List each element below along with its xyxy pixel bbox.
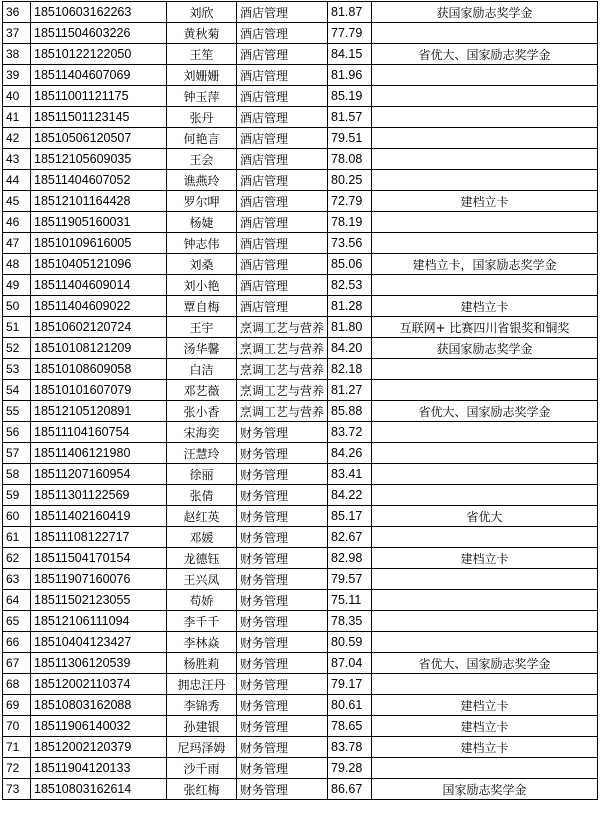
remark-cell: [372, 380, 598, 401]
row-number-cell: 60: [3, 506, 31, 527]
major-cell: 酒店管理: [237, 23, 328, 44]
row-number-cell: 64: [3, 590, 31, 611]
score-cell: 82.18: [328, 359, 372, 380]
student-id-cell: 18511207160954: [31, 464, 167, 485]
student-id-cell: 18511404607052: [31, 170, 167, 191]
score-cell: 78.19: [328, 212, 372, 233]
student-id-cell: 18510404123427: [31, 632, 167, 653]
student-name-cell: 王笙: [167, 44, 237, 65]
major-cell: 酒店管理: [237, 149, 328, 170]
remark-cell: [372, 359, 598, 380]
table-row: [3, 653, 598, 674]
row-number-cell: 37: [3, 23, 31, 44]
major-cell: 财务管理: [237, 506, 328, 527]
major-cell: 财务管理: [237, 758, 328, 779]
student-name-cell: 谯燕玲: [167, 170, 237, 191]
remark-cell: 建档立卡: [372, 737, 598, 758]
score-cell: 84.22: [328, 485, 372, 506]
remark-cell: 建档立卡: [372, 716, 598, 737]
student-id-cell: 18511404607069: [31, 65, 167, 86]
table-row: [3, 737, 598, 758]
row-number-cell: 38: [3, 44, 31, 65]
table-row: [3, 548, 598, 569]
major-cell: 烹调工艺与营养: [237, 317, 328, 338]
student-name-cell: 张红梅: [167, 779, 237, 800]
major-cell: 烹调工艺与营养: [237, 380, 328, 401]
table-row: [3, 212, 598, 233]
remark-cell: 省优大、国家励志奖学金: [372, 44, 598, 65]
remark-cell: 获国家励志奖学金: [372, 338, 598, 359]
remark-cell: [372, 170, 598, 191]
score-cell: 85.17: [328, 506, 372, 527]
student-name-cell: 何艳言: [167, 128, 237, 149]
major-cell: 酒店管理: [237, 233, 328, 254]
score-cell: 81.87: [328, 2, 372, 23]
remark-cell: [372, 464, 598, 485]
table-row: [3, 380, 598, 401]
score-cell: 81.28: [328, 296, 372, 317]
score-cell: 83.78: [328, 737, 372, 758]
major-cell: 酒店管理: [237, 2, 328, 23]
student-name-cell: 宋海奕: [167, 422, 237, 443]
student-id-cell: 18511906140032: [31, 716, 167, 737]
student-roster-table: [2, 1, 598, 800]
row-number-cell: 69: [3, 695, 31, 716]
remark-cell: [372, 569, 598, 590]
remark-cell: [372, 65, 598, 86]
score-cell: 82.98: [328, 548, 372, 569]
major-cell: 财务管理: [237, 464, 328, 485]
student-id-cell: 18511104160754: [31, 422, 167, 443]
major-cell: 酒店管理: [237, 170, 328, 191]
student-id-cell: 18511301122569: [31, 485, 167, 506]
student-name-cell: 沙千雨: [167, 758, 237, 779]
remark-cell: 获国家励志奖学金: [372, 2, 598, 23]
table-row: [3, 296, 598, 317]
student-name-cell: 徐丽: [167, 464, 237, 485]
row-number-cell: 49: [3, 275, 31, 296]
remark-cell: 建档立卡: [372, 695, 598, 716]
student-id-cell: 18512101164428: [31, 191, 167, 212]
major-cell: 财务管理: [237, 632, 328, 653]
row-number-cell: 50: [3, 296, 31, 317]
remark-cell: 国家励志奖学金: [372, 779, 598, 800]
row-number-cell: 56: [3, 422, 31, 443]
remark-cell: 省优大、国家励志奖学金: [372, 653, 598, 674]
table-row: [3, 422, 598, 443]
table-row: [3, 44, 598, 65]
student-id-cell: 18510602120724: [31, 317, 167, 338]
table-row: [3, 23, 598, 44]
major-cell: 财务管理: [237, 422, 328, 443]
score-cell: 78.65: [328, 716, 372, 737]
remark-cell: [372, 107, 598, 128]
remark-cell: 互联网+ 比赛四川省银奖和铜奖: [372, 317, 598, 338]
student-name-cell: 苟娇: [167, 590, 237, 611]
row-number-cell: 73: [3, 779, 31, 800]
student-id-cell: 18510506120507: [31, 128, 167, 149]
row-number-cell: 54: [3, 380, 31, 401]
score-cell: 81.57: [328, 107, 372, 128]
remark-cell: [372, 212, 598, 233]
table-row: [3, 233, 598, 254]
row-number-cell: 46: [3, 212, 31, 233]
student-id-cell: 18511905160031: [31, 212, 167, 233]
row-number-cell: 59: [3, 485, 31, 506]
score-cell: 84.20: [328, 338, 372, 359]
row-number-cell: 52: [3, 338, 31, 359]
major-cell: 财务管理: [237, 716, 328, 737]
row-number-cell: 68: [3, 674, 31, 695]
remark-cell: [372, 233, 598, 254]
score-cell: 78.08: [328, 149, 372, 170]
remark-cell: 建档立卡: [372, 548, 598, 569]
row-number-cell: 61: [3, 527, 31, 548]
table-row: [3, 506, 598, 527]
major-cell: 酒店管理: [237, 191, 328, 212]
major-cell: 酒店管理: [237, 212, 328, 233]
score-cell: 77.79: [328, 23, 372, 44]
table-row: [3, 86, 598, 107]
major-cell: 财务管理: [237, 653, 328, 674]
remark-cell: [372, 422, 598, 443]
major-cell: 财务管理: [237, 548, 328, 569]
student-name-cell: 张倩: [167, 485, 237, 506]
row-number-cell: 47: [3, 233, 31, 254]
major-cell: 酒店管理: [237, 44, 328, 65]
table-row: [3, 632, 598, 653]
table-row: [3, 65, 598, 86]
student-name-cell: 钟玉萍: [167, 86, 237, 107]
student-id-cell: 18511907160076: [31, 569, 167, 590]
remark-cell: [372, 443, 598, 464]
score-cell: 80.59: [328, 632, 372, 653]
table-row: [3, 317, 598, 338]
score-cell: 73.56: [328, 233, 372, 254]
major-cell: 酒店管理: [237, 86, 328, 107]
remark-cell: [372, 275, 598, 296]
student-id-cell: 18510803162088: [31, 695, 167, 716]
student-name-cell: 邓媛: [167, 527, 237, 548]
student-name-cell: 张丹: [167, 107, 237, 128]
table-row: [3, 338, 598, 359]
table-row: [3, 128, 598, 149]
student-id-cell: 18512002120379: [31, 737, 167, 758]
student-name-cell: 尼玛泽姆: [167, 737, 237, 758]
score-cell: 81.80: [328, 317, 372, 338]
student-id-cell: 18510603162263: [31, 2, 167, 23]
table-row: [3, 590, 598, 611]
student-id-cell: 18510109616005: [31, 233, 167, 254]
major-cell: 烹调工艺与营养: [237, 338, 328, 359]
row-number-cell: 36: [3, 2, 31, 23]
remark-cell: 建档立卡: [372, 191, 598, 212]
student-id-cell: 18511406121980: [31, 443, 167, 464]
roster-body: [3, 2, 598, 800]
row-number-cell: 40: [3, 86, 31, 107]
remark-cell: 建档立卡，国家励志奖学金: [372, 254, 598, 275]
student-name-cell: 李林焱: [167, 632, 237, 653]
table-row: [3, 254, 598, 275]
score-cell: 85.19: [328, 86, 372, 107]
student-id-cell: 18512105120891: [31, 401, 167, 422]
score-cell: 83.72: [328, 422, 372, 443]
row-number-cell: 53: [3, 359, 31, 380]
student-name-cell: 刘桑: [167, 254, 237, 275]
student-name-cell: 邓艺薇: [167, 380, 237, 401]
table-row: [3, 611, 598, 632]
score-cell: 84.26: [328, 443, 372, 464]
student-name-cell: 张小香: [167, 401, 237, 422]
score-cell: 79.28: [328, 758, 372, 779]
table-row: [3, 464, 598, 485]
table-row: [3, 170, 598, 191]
remark-cell: 建档立卡: [372, 296, 598, 317]
student-name-cell: 刘小艳: [167, 275, 237, 296]
student-name-cell: 孙建银: [167, 716, 237, 737]
student-name-cell: 汪慧玲: [167, 443, 237, 464]
major-cell: 财务管理: [237, 737, 328, 758]
student-id-cell: 18510108121209: [31, 338, 167, 359]
major-cell: 财务管理: [237, 611, 328, 632]
major-cell: 财务管理: [237, 695, 328, 716]
score-cell: 79.51: [328, 128, 372, 149]
remark-cell: [372, 674, 598, 695]
major-cell: 财务管理: [237, 569, 328, 590]
remark-cell: [372, 758, 598, 779]
major-cell: 烹调工艺与营养: [237, 359, 328, 380]
score-cell: 79.17: [328, 674, 372, 695]
table-row: [3, 779, 598, 800]
student-id-cell: 18511404609022: [31, 296, 167, 317]
row-number-cell: 62: [3, 548, 31, 569]
major-cell: 财务管理: [237, 443, 328, 464]
row-number-cell: 70: [3, 716, 31, 737]
major-cell: 财务管理: [237, 590, 328, 611]
major-cell: 烹调工艺与营养: [237, 401, 328, 422]
student-id-cell: 18511501123145: [31, 107, 167, 128]
score-cell: 87.04: [328, 653, 372, 674]
major-cell: 酒店管理: [237, 128, 328, 149]
student-name-cell: 刘欣: [167, 2, 237, 23]
row-number-cell: 55: [3, 401, 31, 422]
row-number-cell: 63: [3, 569, 31, 590]
major-cell: 财务管理: [237, 674, 328, 695]
table-row: [3, 569, 598, 590]
student-id-cell: 18511108122717: [31, 527, 167, 548]
remark-cell: [372, 128, 598, 149]
student-id-cell: 18511904120133: [31, 758, 167, 779]
student-id-cell: 18510803162614: [31, 779, 167, 800]
major-cell: 酒店管理: [237, 107, 328, 128]
table-row: [3, 2, 598, 23]
score-cell: 82.67: [328, 527, 372, 548]
major-cell: 财务管理: [237, 485, 328, 506]
table-row: [3, 485, 598, 506]
row-number-cell: 72: [3, 758, 31, 779]
student-name-cell: 覃自梅: [167, 296, 237, 317]
table-row: [3, 716, 598, 737]
remark-cell: [372, 632, 598, 653]
score-cell: 72.79: [328, 191, 372, 212]
score-cell: 81.27: [328, 380, 372, 401]
major-cell: 酒店管理: [237, 275, 328, 296]
student-id-cell: 18510101607079: [31, 380, 167, 401]
row-number-cell: 48: [3, 254, 31, 275]
score-cell: 84.15: [328, 44, 372, 65]
student-id-cell: 18511502123055: [31, 590, 167, 611]
student-id-cell: 18511404609014: [31, 275, 167, 296]
row-number-cell: 66: [3, 632, 31, 653]
student-name-cell: 李千千: [167, 611, 237, 632]
row-number-cell: 43: [3, 149, 31, 170]
remark-cell: 省优大、国家励志奖学金: [372, 401, 598, 422]
student-name-cell: 钟志伟: [167, 233, 237, 254]
table-row: [3, 359, 598, 380]
score-cell: 85.88: [328, 401, 372, 422]
score-cell: 86.67: [328, 779, 372, 800]
remark-cell: [372, 23, 598, 44]
score-cell: 79.57: [328, 569, 372, 590]
remark-cell: [372, 149, 598, 170]
student-name-cell: 王兴凤: [167, 569, 237, 590]
student-name-cell: 白洁: [167, 359, 237, 380]
student-name-cell: 罗尔呷: [167, 191, 237, 212]
row-number-cell: 57: [3, 443, 31, 464]
row-number-cell: 51: [3, 317, 31, 338]
row-number-cell: 65: [3, 611, 31, 632]
student-name-cell: 汤华馨: [167, 338, 237, 359]
table-row: [3, 401, 598, 422]
row-number-cell: 42: [3, 128, 31, 149]
major-cell: 酒店管理: [237, 65, 328, 86]
table-row: [3, 191, 598, 212]
score-cell: 82.53: [328, 275, 372, 296]
table-row: [3, 149, 598, 170]
remark-cell: [372, 611, 598, 632]
student-id-cell: 18510122122050: [31, 44, 167, 65]
table-row: [3, 758, 598, 779]
table-row: [3, 674, 598, 695]
student-name-cell: 王宇: [167, 317, 237, 338]
student-id-cell: 18511504603226: [31, 23, 167, 44]
remark-cell: [372, 86, 598, 107]
student-id-cell: 18512002110374: [31, 674, 167, 695]
student-id-cell: 18511001121175: [31, 86, 167, 107]
student-id-cell: 18512105609035: [31, 149, 167, 170]
table-row: [3, 107, 598, 128]
major-cell: 酒店管理: [237, 254, 328, 275]
student-name-cell: 赵红英: [167, 506, 237, 527]
row-number-cell: 39: [3, 65, 31, 86]
table-row: [3, 695, 598, 716]
student-id-cell: 18511402160419: [31, 506, 167, 527]
row-number-cell: 41: [3, 107, 31, 128]
major-cell: 财务管理: [237, 527, 328, 548]
student-name-cell: 拥忠汪丹: [167, 674, 237, 695]
score-cell: 80.25: [328, 170, 372, 191]
student-id-cell: 18511504170154: [31, 548, 167, 569]
student-name-cell: 龙德钰: [167, 548, 237, 569]
score-cell: 81.96: [328, 65, 372, 86]
table-row: [3, 275, 598, 296]
major-cell: 酒店管理: [237, 296, 328, 317]
major-cell: 财务管理: [237, 779, 328, 800]
row-number-cell: 45: [3, 191, 31, 212]
student-id-cell: 18511306120539: [31, 653, 167, 674]
row-number-cell: 58: [3, 464, 31, 485]
row-number-cell: 44: [3, 170, 31, 191]
student-id-cell: 18512106111094: [31, 611, 167, 632]
remark-cell: [372, 527, 598, 548]
student-name-cell: 王会: [167, 149, 237, 170]
remark-cell: [372, 485, 598, 506]
student-name-cell: 黄秋菊: [167, 23, 237, 44]
student-name-cell: 李锦秀: [167, 695, 237, 716]
student-id-cell: 18510405121096: [31, 254, 167, 275]
score-cell: 78.35: [328, 611, 372, 632]
remark-cell: [372, 590, 598, 611]
score-cell: 85.06: [328, 254, 372, 275]
score-cell: 75.11: [328, 590, 372, 611]
row-number-cell: 71: [3, 737, 31, 758]
row-number-cell: 67: [3, 653, 31, 674]
student-name-cell: 杨婕: [167, 212, 237, 233]
score-cell: 80.61: [328, 695, 372, 716]
table-row: [3, 527, 598, 548]
score-cell: 83.41: [328, 464, 372, 485]
remark-cell: 省优大: [372, 506, 598, 527]
student-name-cell: 刘姗姗: [167, 65, 237, 86]
student-name-cell: 杨胜莉: [167, 653, 237, 674]
student-id-cell: 18510108609058: [31, 359, 167, 380]
table-row: [3, 443, 598, 464]
